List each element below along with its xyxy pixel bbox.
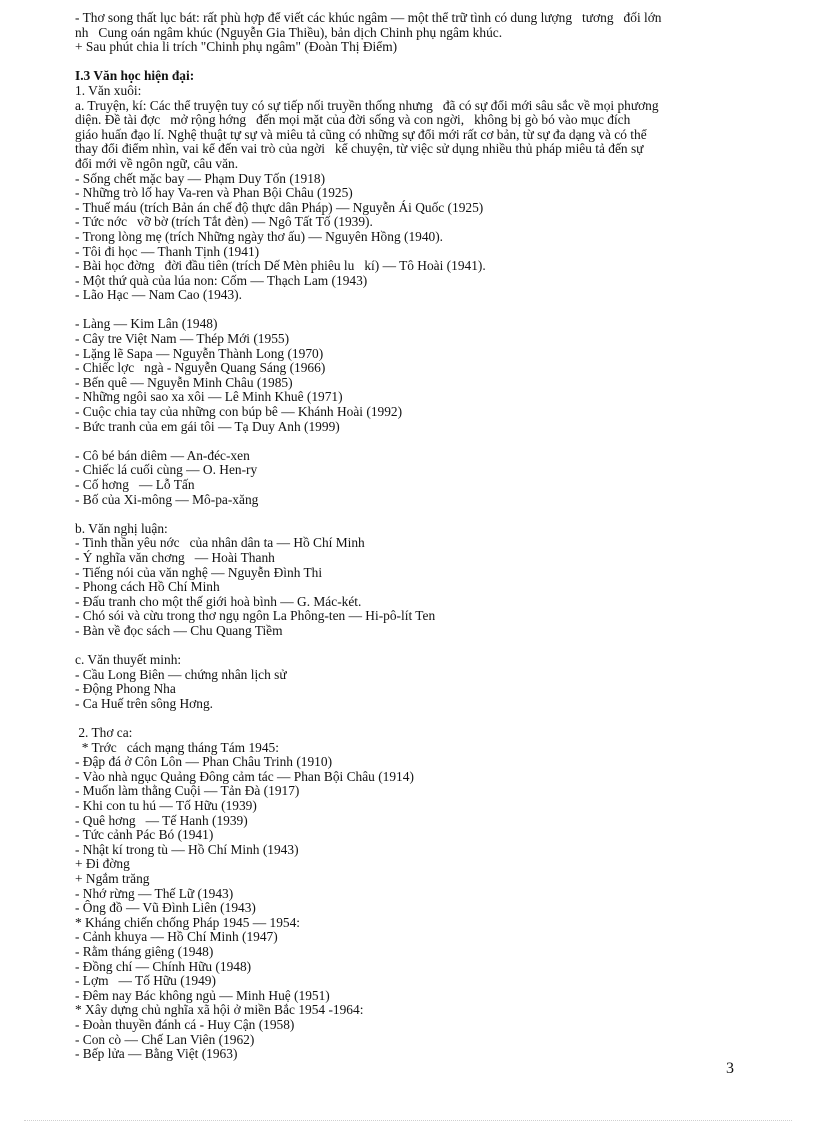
period-heading: * Kháng chiến chống Pháp 1945 — 1954: [75, 914, 301, 930]
list-item: - Khi con tu hú — Tố Hữu (1939) [75, 798, 257, 814]
list-item: - Tức cảnh Pác Bó (1941) [75, 827, 214, 843]
list-item: - Sống chết mặc bay — Phạm Duy Tốn (1918) [75, 170, 326, 186]
list-item: - Chó sói và cừu trong thơ ngụ ngôn La Phông-ten — Hi-pô-lít Ten [75, 608, 436, 624]
list-item: - Ý nghĩa văn chơng — Hoài Thanh [75, 549, 275, 565]
list-item: - Tức nớc vỡ bờ (trích Tắt đèn) — Ngô Tất Tố (1939). [75, 214, 373, 230]
list-item: - Muốn làm thằng Cuội — Tản Đà (1917) [75, 783, 300, 799]
list-item: - Rằm tháng giêng (1948) [75, 944, 214, 959]
list-item: - Bức tranh của em gái tôi — Tạ Duy Anh (1999) [75, 418, 340, 434]
subsection-heading: c. Văn thuyết minh: [75, 652, 182, 668]
text-line: + Sau phút chia li trích "Chinh phụ ngâm" (Đoàn Thị Điểm) [75, 39, 398, 55]
list-item: - Tinh thần yêu nớc của nhân dân ta — Hồ Chí Minh [75, 535, 365, 551]
subsection-heading: b. Văn nghị luận: [75, 520, 168, 536]
list-item: - Một thứ quà của lúa non: Cốm — Thạch Lam (1943) [75, 272, 368, 288]
text-line: giáo huấn đạo lí. Nghệ thuật tự sự và miêu tả cũng có những sự đổi mới rất cơ bản, từ sự đa dạng và có thể [75, 126, 647, 142]
list-item: - Ca Huế trên sông Hơng. [75, 695, 213, 711]
document-body [75, 11, 787, 1062]
list-item: - Đêm nay Bác không ngủ — Minh Huệ (1951) [75, 987, 330, 1003]
list-item: - Đoàn thuyền đánh cá - Huy Cận (1958) [75, 1016, 295, 1032]
list-item: - Tiếng nói của văn nghệ — Nguyễn Đình Thi [75, 564, 323, 580]
list-item: - Cố hơng — Lỗ Tấn [75, 477, 195, 492]
list-item: - Thuế máu (trích Bản án chế độ thực dân Pháp) — Nguyễn Ái Quốc (1925) [75, 199, 484, 215]
text-line: thay đổi điểm nhìn, vai kể đến vai trò của ngời kể chuyện, từ việc sử dụng nhiều thủ pháp miêu tả đến sự [75, 141, 644, 157]
subsection-heading: 1. Văn xuôi: [75, 82, 142, 98]
text-line: a. Truyện, kí: Các thể truyện tuy có sự tiếp nối truyền thống nhưng đã có sự đổi mới sâu sắc về mọi phương [75, 97, 659, 113]
section-heading: I.3 Văn học hiện đại: [75, 68, 195, 84]
blank-line [75, 712, 787, 727]
list-item: - Làng — Kim Lân (1948) [75, 316, 218, 332]
list-item: - Cuộc chia tay của những con búp bê — Khánh Hoài (1992) [75, 404, 403, 420]
list-item: - Nhớ rừng — Thế Lữ (1943) [75, 885, 234, 901]
list-item: - Quê hơng — Tế Hanh (1939) [75, 812, 248, 828]
list-item: - Đập đá ở Côn Lôn — Phan Châu Trinh (1910) [75, 754, 333, 770]
list-item: - Cầu Long Biên — chứng nhân lịch sử [75, 666, 287, 682]
list-item: - Nhật kí trong tù — Hồ Chí Minh (1943) [75, 841, 299, 857]
list-item: - Bài học đờng đời đầu tiên (trích Dế Mèn phiêu lu kí) — Tô Hoài (1941). [75, 258, 486, 274]
blank-line [75, 434, 787, 449]
list-item: - Vào nhà ngục Quảng Đông cảm tác — Phan Bội Châu (1914) [75, 768, 414, 784]
text-line: - Thơ song thất lục bát: rất phù hợp để viết các khúc ngâm — một thể trữ tình có dung lượng tương đối lớn [75, 10, 662, 25]
list-item: - Chiếc lợc ngà - Nguyễn Quang Sáng (1966) [75, 360, 326, 376]
list-item: - Tôi đi học — Thanh Tịnh (1941) [75, 243, 260, 259]
list-item: - Cô bé bán diêm — An-đéc-xen [75, 447, 250, 463]
list-item: - Động Phong Nha [75, 681, 176, 697]
page-bottom-divider [24, 1120, 792, 1121]
list-item: - Những ngôi sao xa xôi — Lê Minh Khuê (1971) [75, 389, 343, 405]
list-item: - Phong cách Hồ Chí Minh [75, 579, 220, 595]
list-item: - Lợm — Tố Hữu (1949) [75, 973, 216, 989]
list-item: - Đồng chí — Chính Hữu (1948) [75, 958, 252, 974]
list-item: - Bàn về đọc sách — Chu Quang Tiềm [75, 622, 283, 638]
blank-line [75, 55, 787, 70]
list-item: - Lão Hạc — Nam Cao (1943). [75, 287, 242, 303]
text-line: nh Cung oán ngâm khúc (Nguyễn Gia Thiều), bản dịch Chinh phụ ngâm khúc. [75, 24, 503, 40]
list-item: - Đấu tranh cho một thế giới hoà bình — G. Mác-két. [75, 593, 362, 609]
list-item: - Cây tre Việt Nam — Thép Mới (1955) [75, 331, 290, 347]
list-item: - Bố của Xi-mông — Mô-pa-xăng [75, 491, 259, 507]
list-item: - Ông đồ — Vũ Đình Liên (1943) [75, 900, 256, 916]
text-line: diện. Đề tài đợc mở rộng hớng đến mọi mặt của đời sống và con ngời, không bị gò bó vào mục đích [75, 112, 631, 128]
page-number: 3 [726, 1060, 734, 1077]
text-line: đổi mới về ngôn ngữ, câu văn. [75, 155, 239, 171]
list-item: - Trong lòng mẹ (trích Những ngày thơ ấu) — Nguyên Hồng (1940). [75, 228, 444, 244]
blank-line [75, 303, 787, 318]
list-item: - Cảnh khuya — Hồ Chí Minh (1947) [75, 929, 278, 945]
list-item: - Những trò lố hay Va-ren và Phan Bội Châu (1925) [75, 185, 353, 201]
list-item: + Ngắm trăng [75, 871, 150, 887]
blank-line [75, 639, 787, 654]
subsection-heading: 2. Thơ ca: [75, 725, 133, 741]
list-item: - Con cò — Chế Lan Viên (1962) [75, 1031, 255, 1047]
period-heading: * Trớc cách mạng tháng Tám 1945: [75, 739, 279, 755]
list-item: - Chiếc lá cuối cùng — O. Hen-ry [75, 462, 258, 478]
list-item: - Lặng lẽ Sapa — Nguyễn Thành Long (1970) [75, 345, 324, 361]
list-item: + Đi đờng [75, 856, 130, 872]
list-item: - Bến quê — Nguyễn Minh Châu (1985) [75, 374, 293, 390]
list-item: - Bếp lửa — Bằng Việt (1963) [75, 1046, 238, 1062]
blank-line [75, 507, 787, 522]
period-heading: * Xây dựng chủ nghĩa xã hội ở miền Bắc 1954 -1964: [75, 1002, 364, 1018]
